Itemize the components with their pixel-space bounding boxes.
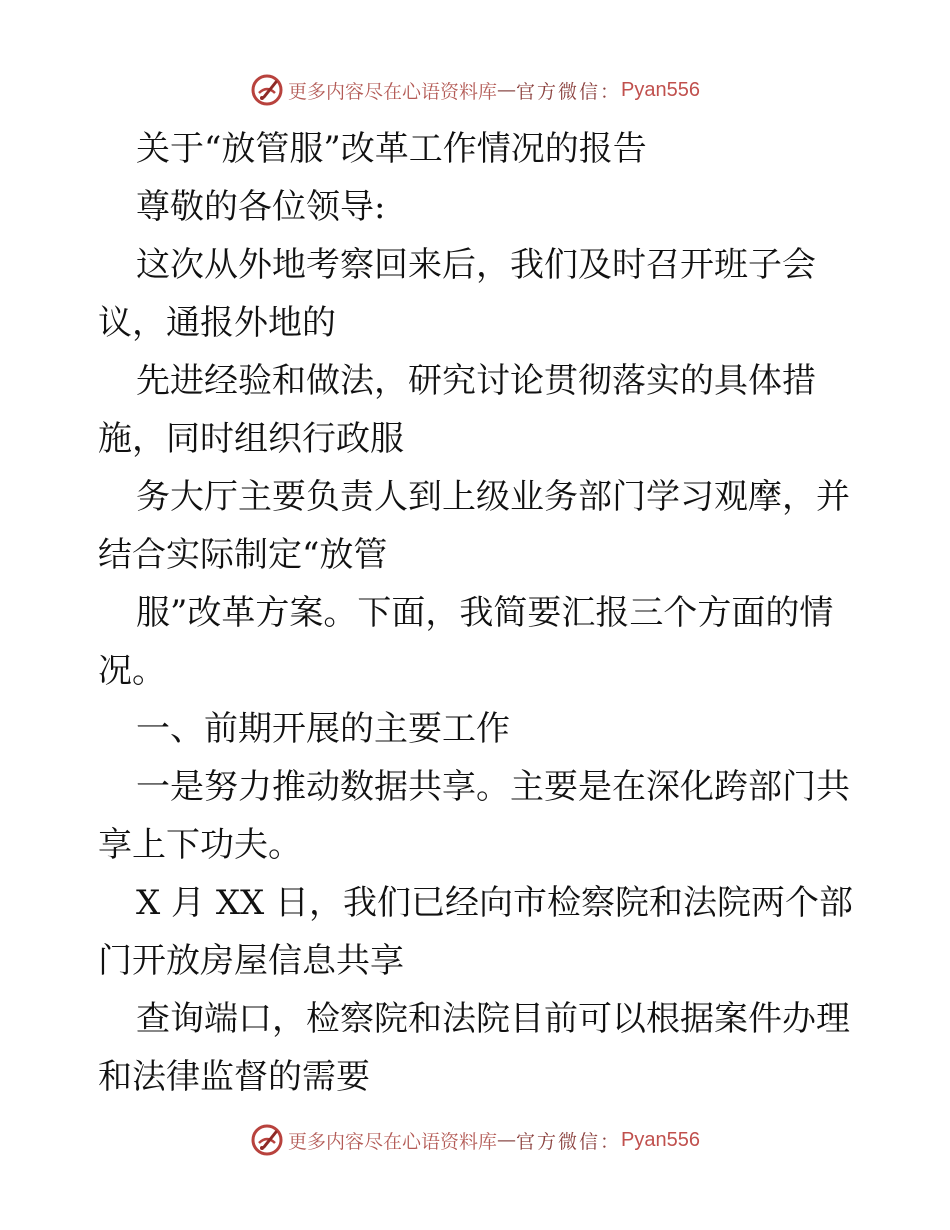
doc-line: 一是努力推动数据共享。主要是在深化跨部门共 — [136, 767, 850, 807]
doc-line: 先进经验和做法，研究讨论贯彻落实的具体措 — [136, 361, 816, 401]
banner-separator: — — [497, 1129, 517, 1151]
footer-watermark-banner — [0, 1120, 950, 1160]
doc-line: 服”改革方案。下面，我简要汇报三个方面的情 — [136, 593, 834, 633]
banner-text: 更多内容尽在心语资料库 — [288, 1130, 498, 1153]
banner-wechat-id: Pyan556 — [621, 1128, 700, 1151]
doc-line: 享上下功夫。 — [98, 825, 302, 865]
book-pen-logo-icon — [250, 73, 284, 107]
banner-separator: — — [497, 79, 517, 101]
doc-line: 务大厅主要负责人到上级业务部门学习观摩，并 — [136, 477, 850, 517]
doc-line: X 月 XX 日，我们已经向市检察院和法院两个部 — [136, 883, 854, 923]
banner-wechat-id: Pyan556 — [621, 78, 700, 101]
banner-wechat-label: 官方微信： — [516, 80, 622, 103]
doc-line: 尊敬的各位领导: — [136, 187, 386, 227]
doc-line: 结合实际制定“放管 — [98, 535, 388, 575]
doc-line: 门开放房屋信息共享 — [98, 941, 404, 981]
doc-line: 议，通报外地的 — [98, 303, 336, 343]
doc-line: 况。 — [98, 651, 166, 691]
book-pen-logo-icon — [250, 1123, 284, 1157]
doc-line: 一、前期开展的主要工作 — [136, 709, 510, 749]
banner-text: 更多内容尽在心语资料库 — [288, 80, 498, 103]
doc-line: 施，同时组织行政服 — [98, 419, 404, 459]
document-body — [98, 120, 858, 1106]
header-watermark-banner — [0, 70, 950, 110]
banner-wechat-label: 官方微信： — [516, 1130, 622, 1153]
doc-line: 关于“放管服”改革工作情况的报告 — [136, 129, 647, 169]
doc-line: 查询端口，检察院和法院目前可以根据案件办理 — [136, 999, 850, 1039]
doc-line: 和法律监督的需要 — [98, 1057, 370, 1097]
doc-line: 这次从外地考察回来后，我们及时召开班子会 — [136, 245, 816, 285]
